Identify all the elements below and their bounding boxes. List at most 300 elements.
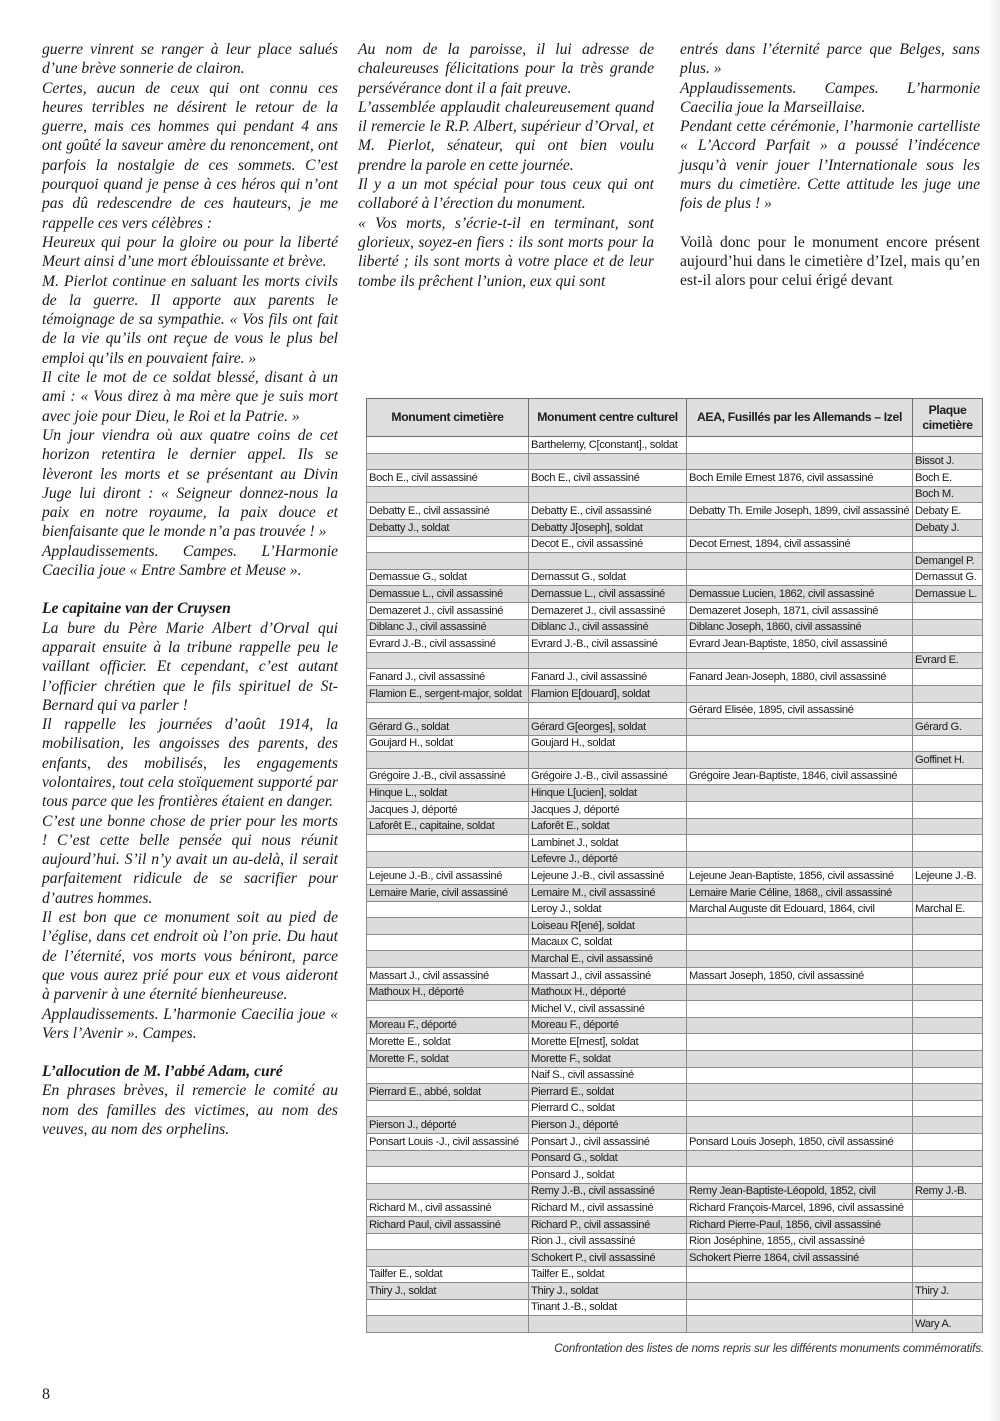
table-cell: Decot E., civil assassiné — [529, 536, 687, 553]
table-row — [367, 851, 983, 868]
table-cell: Gérard G[eorges], soldat — [529, 719, 687, 736]
column-header: AEA, Fusillés par les Allemands – Izel — [687, 399, 913, 437]
table-cell — [913, 1150, 983, 1167]
table-cell — [913, 1266, 983, 1283]
table-row — [367, 1001, 983, 1018]
table-cell — [913, 702, 983, 719]
table-cell — [687, 1150, 913, 1167]
table-cell: Moreau F., déporté — [367, 1017, 529, 1034]
table-cell: Pierson J., déporté — [529, 1117, 687, 1134]
table-cell — [687, 1100, 913, 1117]
table-cell — [367, 918, 529, 935]
table-row — [367, 702, 983, 719]
table-cell: Remy Jean-Baptiste-Léopold, 1852, civil — [687, 1183, 913, 1200]
section-heading: L’allocution de M. l’abbé Adam, curé — [42, 1063, 283, 1081]
table-cell — [687, 652, 913, 669]
table-cell — [913, 1001, 983, 1018]
table-cell: Bissot J. — [913, 453, 983, 470]
table-cell: Grégoire J.-B., civil assassiné — [367, 768, 529, 785]
table-cell — [913, 1100, 983, 1117]
table-cell — [687, 951, 913, 968]
paragraph: En phrases brèves, il remercie le comité au nom des familles des victimes, au nom des veuves, au nom des orphelins. — [42, 1082, 338, 1139]
table-row — [367, 486, 983, 503]
table-cell: Evrard J.-B., civil assassiné — [367, 636, 529, 653]
table-cell: Remy J.-B. — [913, 1183, 983, 1200]
table-cell: Morette F., soldat — [367, 1050, 529, 1067]
table-cell — [687, 1084, 913, 1101]
table-row — [367, 437, 983, 454]
paragraph: L’assemblée applaudit chaleureusement quand il remercie le R.P. Albert, supérieur d’Orval, et M. Pierlot, sénateur, qui ont bien voulu prendre la parole en cette journée. — [358, 98, 654, 174]
table-cell: Moreau F., déporté — [529, 1017, 687, 1034]
paragraph: Applaudissements. L’harmonie Caecilia joue « Vers l’Avenir ». Campes. — [42, 1005, 338, 1042]
table-cell — [367, 1233, 529, 1250]
table-cell: Massart J., civil assassiné — [367, 968, 529, 985]
table-cell: Rion Joséphine, 1855,, civil assassiné — [687, 1233, 913, 1250]
table-cell — [687, 553, 913, 570]
table-cell — [913, 685, 983, 702]
middle-text-column — [358, 40, 654, 291]
table-cell: Remy J.-B., civil assassiné — [529, 1183, 687, 1200]
table-cell: Laforêt E., capitaine, soldat — [367, 818, 529, 835]
table-cell — [687, 569, 913, 586]
table-cell: Diblanc Joseph, 1860, civil assassiné — [687, 619, 913, 636]
table-cell — [367, 1067, 529, 1084]
table-cell — [367, 702, 529, 719]
table-cell: Mathoux H., déporté — [367, 984, 529, 1001]
table-cell: Richard M., civil assassiné — [367, 1200, 529, 1217]
table-cell: Flamion E., sergent-major, soldat — [367, 685, 529, 702]
table-cell — [687, 1266, 913, 1283]
table-row — [367, 752, 983, 769]
table-row — [367, 569, 983, 586]
table-cell: Grégoire J.-B., civil assassiné — [529, 768, 687, 785]
table-cell: Richard P., civil assassiné — [529, 1216, 687, 1233]
table-cell — [367, 752, 529, 769]
table-cell — [687, 1017, 913, 1034]
table-row — [367, 1034, 983, 1051]
table-row — [367, 968, 983, 985]
table-row — [367, 735, 983, 752]
table-cell — [913, 984, 983, 1001]
table-cell: Ponsart J., civil assassiné — [529, 1133, 687, 1150]
table-row — [367, 602, 983, 619]
table-cell: Massart J., civil assassiné — [529, 968, 687, 985]
table-cell: Schokert P., civil assassiné — [529, 1250, 687, 1267]
table-cell — [529, 752, 687, 769]
table-row — [367, 1167, 983, 1184]
table-cell — [687, 851, 913, 868]
table-row — [367, 918, 983, 935]
table-cell: Gérard Elisée, 1895, civil assassiné — [687, 702, 913, 719]
table-cell: Debatty E., civil assassiné — [529, 503, 687, 520]
table-cell — [529, 1316, 687, 1333]
table-cell: Diblanc J., civil assassiné — [529, 619, 687, 636]
table-cell: Lefevre J., déporté — [529, 851, 687, 868]
table-cell: Lemaire M., civil assassiné — [529, 885, 687, 902]
table-cell: Pierrard E., abbé, soldat — [367, 1084, 529, 1101]
table-row — [367, 1183, 983, 1200]
table-cell — [913, 885, 983, 902]
table-cell: Evrard E. — [913, 652, 983, 669]
table-cell: Demazeret Joseph, 1871, civil assassiné — [687, 602, 913, 619]
table-cell: Debatty Th. Emile Joseph, 1899, civil assassiné — [687, 503, 913, 520]
table-cell — [367, 1167, 529, 1184]
paragraph: Il cite le mot de ce soldat blessé, disant à un ami : « Vous direz à ma mère que je suis mort avec joie pour Dieu, le Roi et la Patrie. » — [42, 369, 338, 425]
table-cell: Ponsard G., soldat — [529, 1150, 687, 1167]
table-cell: Fanard Jean-Joseph, 1880, civil assassiné — [687, 669, 913, 686]
paragraph: entrés dans l’éternité parce que Belges, sans plus. » — [680, 41, 980, 78]
table-row — [367, 519, 983, 536]
table-cell — [913, 1299, 983, 1316]
table-cell: Ponsart Louis -J., civil assassiné — [367, 1133, 529, 1150]
table-cell: Tailfer E., soldat — [367, 1266, 529, 1283]
table-cell: Hinque L[ucien], soldat — [529, 785, 687, 802]
table-cell — [367, 851, 529, 868]
left-text-column — [42, 40, 338, 1139]
table-row — [367, 885, 983, 902]
table-row — [367, 453, 983, 470]
table-cell — [687, 1117, 913, 1134]
table-cell: Thiry J. — [913, 1283, 983, 1300]
table-cell: Thiry J., soldat — [529, 1283, 687, 1300]
table-cell: Demangel P. — [913, 553, 983, 570]
table-cell: Schokert Pierre 1864, civil assassiné — [687, 1250, 913, 1267]
table-cell — [913, 669, 983, 686]
table-cell: Tinant J.-B., soldat — [529, 1299, 687, 1316]
table-cell: Boch M. — [913, 486, 983, 503]
table-cell — [913, 437, 983, 454]
table-cell: Goffinet H. — [913, 752, 983, 769]
table-cell — [913, 1216, 983, 1233]
table-caption: Confrontation des listes de noms repris sur les différents monuments commémoratifs. — [554, 1341, 984, 1355]
table-cell — [529, 702, 687, 719]
table-cell — [529, 652, 687, 669]
table-cell: Grégoire Jean-Baptiste, 1846, civil assassiné — [687, 768, 913, 785]
table-row — [367, 1150, 983, 1167]
table-cell: Richard M., civil assassiné — [529, 1200, 687, 1217]
table-cell: Lejeune J.-B., civil assassiné — [367, 868, 529, 885]
table-cell: Richard François-Marcel, 1896, civil assassiné — [687, 1200, 913, 1217]
table-row — [367, 1266, 983, 1283]
paragraph: Certes, aucun de ceux qui ont connu ces heures terribles ne désirent le retour de la guerre, mais ces hommes qui pendant 4 ans ont goûté la saveur amère du renoncement, ont parfois la nostalgie de ces sommets. C’est pourquoi quand je pense à ces héros qui n’ont pas dû redescendre de ces hauteurs, je me rappelle ces vers célèbres : — [42, 79, 338, 232]
table-cell — [913, 1200, 983, 1217]
table-row — [367, 636, 983, 653]
table-row — [367, 553, 983, 570]
table-cell — [913, 818, 983, 835]
table-cell: Debatty J[oseph], soldat — [529, 519, 687, 536]
table-cell: Lejeune J.-B., civil assassiné — [529, 868, 687, 885]
table-cell — [687, 437, 913, 454]
table-row — [367, 536, 983, 553]
page-edge-shadow — [988, 0, 1000, 1421]
column-header: Plaque cimetière — [913, 399, 983, 437]
right-text-column — [680, 40, 980, 291]
paragraph: « Vos morts, s’écrie-t-il en terminant, sont glorieux, soyez-en fiers : ils sont morts pour la liberté ; ils sont morts à votre place et de leur tombe ils prêchent l’union, eux qui sont — [358, 214, 654, 290]
table-cell: Lemaire Marie Céline, 1868,, civil assassiné — [687, 885, 913, 902]
table-cell: Morette E[rnest], soldat — [529, 1034, 687, 1051]
table-cell — [687, 1283, 913, 1300]
table-row — [367, 818, 983, 835]
table-cell — [913, 934, 983, 951]
table-cell — [687, 519, 913, 536]
table-cell: Loiseau R[ené], soldat — [529, 918, 687, 935]
table-row — [367, 1216, 983, 1233]
table-cell: Lejeune Jean-Baptiste, 1856, civil assassiné — [687, 868, 913, 885]
section-heading: Le capitaine van der Cruysen — [42, 600, 231, 618]
table-cell — [367, 1250, 529, 1267]
table-row — [367, 669, 983, 686]
table-cell: Lemaire Marie, civil assassiné — [367, 885, 529, 902]
table-cell: Boch E., civil assassiné — [529, 470, 687, 487]
table-cell — [913, 1034, 983, 1051]
table-cell: Pierson J., déporté — [367, 1117, 529, 1134]
table-cell: Demassue G., soldat — [367, 569, 529, 586]
table-row — [367, 802, 983, 819]
table-cell — [687, 835, 913, 852]
spacer — [42, 1043, 338, 1062]
table-header-row — [367, 399, 983, 437]
table-cell — [913, 1167, 983, 1184]
table-cell — [687, 1316, 913, 1333]
table-cell — [687, 984, 913, 1001]
paragraph: Pendant cette cérémonie, l’harmonie cartelliste « L’Accord Parfait » a poussé l’indécence jusqu’à venir jouer l’Internationale sous les murs du cimetière. Cette attitude les juge une fois de plus ! » — [680, 118, 980, 213]
table-row — [367, 1250, 983, 1267]
table-row — [367, 901, 983, 918]
table-row — [367, 785, 983, 802]
table-cell: Evrard Jean-Baptiste, 1850, civil assassiné — [687, 636, 913, 653]
table-cell: Demassue L. — [913, 586, 983, 603]
paragraph: Applaudissements. Campes. L’Harmonie Caecilia joue « Entre Sambre et Meuse ». — [42, 542, 338, 580]
table-cell: Demassut G. — [913, 569, 983, 586]
table-cell: Richard Pierre-Paul, 1856, civil assassiné — [687, 1216, 913, 1233]
column-header: Monument centre culturel — [529, 399, 687, 437]
paragraph: La bure du Père Marie Albert d’Orval qui apparait ensuite à la tribune rappelle peu le vaillant officier. Et cependant, c’est autant l’officier chrétien que le fils spirituel de St-Bernard qui va parler ! — [42, 619, 338, 714]
table-cell — [913, 1250, 983, 1267]
table-row — [367, 934, 983, 951]
table-cell — [913, 835, 983, 852]
table-cell: Richard Paul, civil assassiné — [367, 1216, 529, 1233]
paragraph: guerre vinrent se ranger à leur place salués d’une brève sonnerie de clairon. — [42, 41, 338, 78]
table-cell — [687, 1167, 913, 1184]
table-cell: Leroy J., soldat — [529, 901, 687, 918]
table-cell — [687, 785, 913, 802]
table-cell: Fanard J., civil assassiné — [529, 669, 687, 686]
table-cell — [367, 934, 529, 951]
table-row — [367, 768, 983, 785]
table-cell: Demassut G., soldat — [529, 569, 687, 586]
table-cell: Goujard H., soldat — [367, 735, 529, 752]
table-row — [367, 1100, 983, 1117]
table-cell — [687, 685, 913, 702]
table-cell: Macaux C, soldat — [529, 934, 687, 951]
table-row — [367, 1316, 983, 1333]
table-cell — [913, 735, 983, 752]
table-cell — [913, 602, 983, 619]
table-cell: Flamion E[douard], soldat — [529, 685, 687, 702]
table-cell — [687, 802, 913, 819]
table-cell — [687, 752, 913, 769]
table-cell — [913, 768, 983, 785]
table-cell: Lejeune J.-B. — [913, 868, 983, 885]
table-cell: Fanard J., civil assassiné — [367, 669, 529, 686]
table-cell — [687, 1299, 913, 1316]
table-cell: Boch E., civil assassiné — [367, 470, 529, 487]
table-cell — [913, 1133, 983, 1150]
table-cell — [367, 1299, 529, 1316]
table-cell — [367, 901, 529, 918]
table-row — [367, 586, 983, 603]
table-cell — [913, 851, 983, 868]
table-cell — [367, 437, 529, 454]
table-cell — [687, 1067, 913, 1084]
table-cell — [687, 818, 913, 835]
table-cell — [913, 636, 983, 653]
table-cell — [367, 553, 529, 570]
table-cell: Demassue L., civil assassiné — [529, 586, 687, 603]
paragraph: Il rappelle les journées d’août 1914, la mobilisation, les angoisses des parents, des enfants, des mobilisés, les engagements volontaires, tout cela stoïquement supporté par tous parce que les frontières étaient en danger. — [42, 716, 338, 811]
table-cell — [913, 1084, 983, 1101]
comparison-table-container — [366, 398, 982, 1333]
table-cell: Boch E. — [913, 470, 983, 487]
table-row — [367, 685, 983, 702]
table-cell — [913, 951, 983, 968]
table-cell — [367, 1100, 529, 1117]
paragraph: Un jour viendra où aux quatre coins de cet horizon retentira le dernier appel. Ils se lèveront les morts et se présentant au Divin Juge lui diront : « Seigneur donnez-nous la paix en notre royaume, la paix douce et bienfaisante que le monde n’a pas trouvée ! » — [42, 426, 338, 541]
table-cell — [687, 719, 913, 736]
paragraph: Voilà donc pour le monument encore présent aujourd’hui dans le cimetière d’Izel, mais qu’en est-il alors pour celui érigé devant — [680, 233, 980, 290]
table-cell — [913, 619, 983, 636]
table-cell — [687, 934, 913, 951]
page-number: 8 — [42, 1386, 50, 1403]
table-cell: Rion J., civil assassiné — [529, 1233, 687, 1250]
table-cell: Debaty E. — [913, 503, 983, 520]
table-cell: Debaty J. — [913, 519, 983, 536]
table-cell — [529, 453, 687, 470]
table-cell: Marchal E. — [913, 901, 983, 918]
table-cell: Jacques J, déporté — [367, 802, 529, 819]
table-cell: Ponsard J., soldat — [529, 1167, 687, 1184]
table-row — [367, 835, 983, 852]
table-cell: Debatty E., civil assassiné — [367, 503, 529, 520]
table-row — [367, 1067, 983, 1084]
table-cell: Lambinet J., soldat — [529, 835, 687, 852]
table-cell — [687, 453, 913, 470]
table-cell: Tailfer E., soldat — [529, 1266, 687, 1283]
table-row — [367, 652, 983, 669]
table-row — [367, 619, 983, 636]
table-row — [367, 1299, 983, 1316]
table-cell: Demazeret J., civil assassiné — [367, 602, 529, 619]
table-cell: Naif S., civil assassiné — [529, 1067, 687, 1084]
table-cell — [687, 918, 913, 935]
table-cell: Marchal Auguste dit Edouard, 1864, civil — [687, 901, 913, 918]
table-cell — [913, 802, 983, 819]
table-cell: Laforêt E., soldat — [529, 818, 687, 835]
table-cell — [687, 486, 913, 503]
table-cell — [367, 1150, 529, 1167]
table-cell — [913, 968, 983, 985]
table-cell — [687, 1034, 913, 1051]
table-cell: Jacques J, déporté — [529, 802, 687, 819]
paragraph: Au nom de la paroisse, il lui adresse de chaleureuses félicitations pour la très grande persévérance dont il a fait preuve. — [358, 41, 654, 97]
table-cell — [913, 1117, 983, 1134]
table-cell — [913, 1050, 983, 1067]
table-cell — [367, 536, 529, 553]
table-cell — [367, 1183, 529, 1200]
table-cell — [367, 951, 529, 968]
table-cell: Hinque L., soldat — [367, 785, 529, 802]
table-cell — [687, 1001, 913, 1018]
table-cell: Pierrard E., soldat — [529, 1084, 687, 1101]
table-cell — [367, 835, 529, 852]
column-header: Monument cimetière — [367, 399, 529, 437]
table-row — [367, 984, 983, 1001]
table-cell: Morette F., soldat — [529, 1050, 687, 1067]
spacer — [42, 580, 338, 599]
table-row — [367, 1117, 983, 1134]
table-row — [367, 951, 983, 968]
table-row — [367, 1283, 983, 1300]
paragraph: C’est une bonne chose de prier pour les morts ! C’est cette belle pensée qui nous réunit aujourd’hui. S’il n’y avait un au-delà, il serait parfaitement ridicule de se sacrifier pour d’autres hommes. — [42, 812, 338, 907]
table-cell: Michel V., civil assassiné — [529, 1001, 687, 1018]
table-cell — [529, 553, 687, 570]
table-cell: Ponsard Louis Joseph, 1850, civil assassiné — [687, 1133, 913, 1150]
table-row — [367, 1133, 983, 1150]
verse-quote: Heureux qui pour la gloire ou pour la liberté Meurt ainsi d’une mort éblouissante et brève. — [42, 233, 338, 271]
table-cell — [367, 1001, 529, 1018]
paragraph: M. Pierlot continue en saluant les morts civils de la guerre. Il apporte aux parents le témoignage de sa sympathie. « Vos fils ont fait de la vie qu’ils ont reçue de vous le plus bel emploi qu’ils en pouvaient faire. » — [42, 272, 338, 367]
table-cell — [687, 1050, 913, 1067]
table-cell — [913, 1067, 983, 1084]
paragraph: Il y a un mot spécial pour tous ceux qui ont collaboré à l’érection du monument. — [358, 176, 654, 213]
table-cell: Gérard G., soldat — [367, 719, 529, 736]
monument-names-comparison-table — [366, 398, 983, 1333]
table-cell — [367, 1316, 529, 1333]
table-cell: Demassue Lucien, 1862, civil assassiné — [687, 586, 913, 603]
table-cell: Demassue L., civil assassiné — [367, 586, 529, 603]
table-cell: Pierrard C., soldat — [529, 1100, 687, 1117]
table-cell: Mathoux H., déporté — [529, 984, 687, 1001]
table-cell: Gérard G. — [913, 719, 983, 736]
table-cell: Diblanc J., civil assassiné — [367, 619, 529, 636]
table-cell: Barthelemy, C[constant]., soldat — [529, 437, 687, 454]
table-cell — [529, 486, 687, 503]
table-cell: Demazeret J., civil assassiné — [529, 602, 687, 619]
table-row — [367, 1233, 983, 1250]
paragraph: Il est bon que ce monument soit au pied de l’église, dans cet endroit où l’on prie. Du haut de l’éternité, vos morts vous béniront, parce que vous aurez prié pour eux et vous aideront à parvenir à une éternité bienheureuse. — [42, 909, 338, 1004]
table-cell — [913, 918, 983, 935]
table-cell: Goujard H., soldat — [529, 735, 687, 752]
table-cell — [367, 453, 529, 470]
table-cell: Morette E., soldat — [367, 1034, 529, 1051]
table-cell — [913, 536, 983, 553]
table-cell — [913, 1233, 983, 1250]
table-cell: Decot Ernest, 1894, civil assassiné — [687, 536, 913, 553]
table-cell: Evrard J.-B., civil assassiné — [529, 636, 687, 653]
table-body — [367, 437, 983, 1333]
table-row — [367, 1050, 983, 1067]
table-cell — [913, 1017, 983, 1034]
table-cell: Debatty J., soldat — [367, 519, 529, 536]
table-cell: Wary A. — [913, 1316, 983, 1333]
table-cell — [687, 735, 913, 752]
table-cell — [913, 785, 983, 802]
table-row — [367, 503, 983, 520]
table-cell — [367, 652, 529, 669]
table-row — [367, 470, 983, 487]
table-row — [367, 1200, 983, 1217]
table-cell: Boch Emile Ernest 1876, civil assassiné — [687, 470, 913, 487]
